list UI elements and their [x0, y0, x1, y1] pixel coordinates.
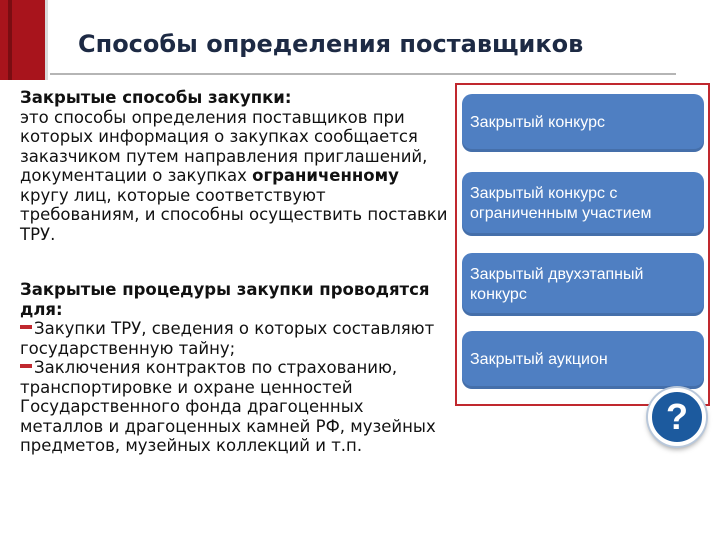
help-question-icon[interactable]: ?: [648, 388, 706, 446]
procedure-item: [20, 319, 450, 358]
accent-bar: [0, 0, 48, 80]
slide-title: Способы определения поставщиков: [78, 30, 584, 58]
intro-text-before: это способы определения поставщиков при которых информация о закупках сообщается заказчиком путем направления приглашений, документации о закупках: [20, 107, 428, 185]
dash-bullet-icon: [20, 364, 32, 368]
intro-text-after: кругу лиц, которые соответствуют требованиям, и способны осуществить поставки ТРУ.: [20, 185, 448, 244]
method-closed-two-stage-tender[interactable]: Закрытый двухэтапный конкурс: [462, 253, 704, 316]
method-closed-tender[interactable]: Закрытый конкурс: [462, 94, 704, 152]
method-closed-tender-limited[interactable]: Закрытый конкурс с ограниченным участием: [462, 172, 704, 236]
intro-text-bold: ограниченному: [252, 166, 399, 185]
procedures-heading: Закрытые процедуры закупки проводятся для:: [20, 280, 430, 319]
procedure-item-text: Заключения контрактов по страхованию, транспортировке и охране ценностей Государственного фонда драгоценных металлов и драгоценных камней РФ, музейных предметов, музейных коллекций и т.п.: [20, 358, 436, 455]
body-text: [20, 88, 450, 456]
intro-paragraph: [20, 108, 450, 245]
intro-heading: Закрытые способы закупки:: [20, 88, 292, 107]
methods-panel: [455, 83, 710, 406]
method-closed-auction[interactable]: Закрытый аукцион: [462, 331, 704, 389]
dash-bullet-icon: [20, 325, 32, 329]
title-divider: [50, 73, 676, 75]
procedure-item-text: Закупки ТРУ, сведения о которых составляют государственную тайну;: [20, 319, 435, 358]
procedure-item: [20, 358, 450, 456]
spacer: [20, 244, 450, 280]
